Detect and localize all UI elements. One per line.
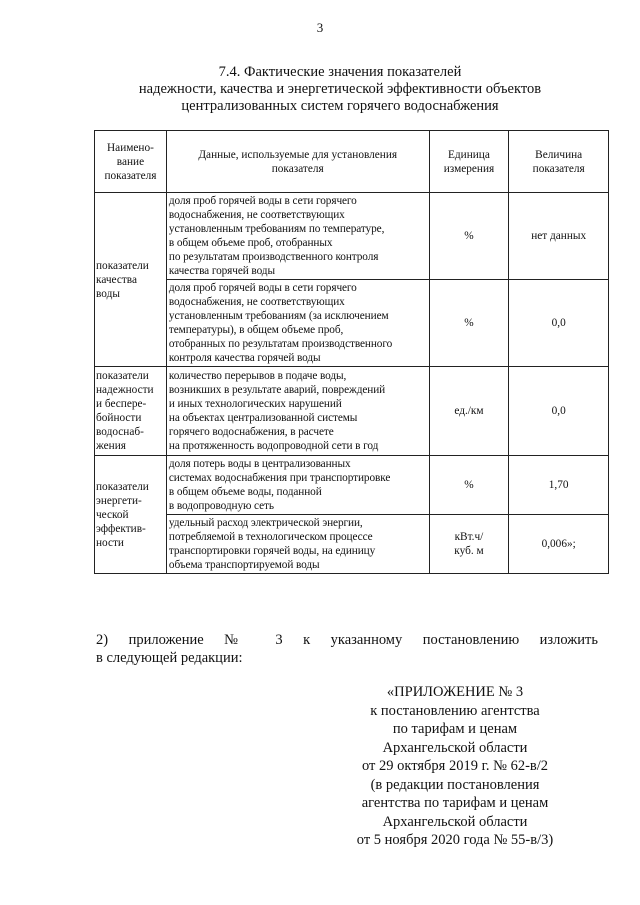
indicator-data [166,456,429,515]
title-line: централизованных систем горячего водоснабжения [181,98,499,114]
table-row [95,280,609,367]
table-row [95,193,609,280]
cell-line: удельный расход электрической энергии, [168,517,363,529]
indicator-unit [429,456,509,515]
appendix-line: Архангельской области [382,813,528,830]
indicator-data [166,515,429,574]
cell-line: на протяженность водопроводной сети в год [168,440,379,452]
cell-line: и иных технологических нарушений [168,398,342,410]
cell-line: количество перерывов в подаче воды, [168,370,347,382]
cell-line: % [464,479,474,491]
appendix-line: «ПРИЛОЖЕНИЕ № 3 [386,684,524,700]
appendix-header [340,683,570,850]
appendix-line: к постановлению агентства [370,702,540,719]
cell-line: в водопроводную сеть [168,500,274,512]
indicator-value: 0,006»; [509,515,609,574]
indicator-name [95,456,167,574]
indicator-unit [429,193,509,280]
cell-line: водоснабжения, не соответствующих [168,209,345,221]
indicator-value: 1,70 [509,456,609,515]
table-row [95,367,609,456]
appendix-line: агентства по тарифам и ценам [361,795,549,811]
cell-line: по результатам производственного контроля [168,251,379,263]
table-row [95,515,609,574]
table-row [95,456,609,515]
cell-line: и беспере- [96,398,147,410]
appendix-line: по тарифам и ценам [392,721,518,737]
page-number: 3 [316,20,324,35]
cell-line: ческой [96,508,129,521]
section-title [60,64,620,115]
header-value: Величина показателя [509,131,609,193]
cell-line: объема транспортируемой воды [168,559,320,571]
indicator-value: 0,0 [509,280,609,367]
cell-line: доля потерь воды в централизованных [168,458,351,470]
cell-line: качества [96,273,138,286]
appendix-line: (в редакции постановления [370,776,540,793]
cell-line: показатели [96,480,149,493]
cell-line: отобранных по результатам производственного [168,338,393,350]
indicator-unit [429,515,509,574]
cell-line: энергети- [96,494,142,507]
cell-line: системах водоснабжения при транспортировке [168,472,391,484]
paragraph-line: 2) приложение № 3 к указанному постановлению изложить [96,632,598,648]
body-paragraph [96,631,598,667]
cell-line: кВт.ч/ [454,531,484,543]
cell-line: возникших в результате аварий, повреждений [168,384,386,396]
header-name: Наимено- вание показателя [95,131,167,193]
indicator-data [166,280,429,367]
cell-line: показатели [96,370,149,382]
appendix-line: от 5 ноября 2020 года № 55-в/3) [356,832,554,848]
cell-line: установленным требованиям (за исключением [168,310,389,322]
indicator-name [95,193,167,367]
appendix-line: от 29 октября 2019 г. № 62-в/2 [361,758,549,774]
cell-line: на объектах централизованной системы [168,412,358,424]
cell-line: транспортировки горячей воды, на единицу [168,545,376,557]
cell-line: воды [96,287,120,300]
cell-line: доля проб горячей воды в сети горячего [168,195,357,207]
cell-line: в общем объеме проб, отобранных [168,237,333,249]
cell-line: контроля качества горячей воды [168,352,321,364]
indicator-unit [429,367,509,456]
cell-line: эффектив- [96,522,146,535]
paragraph-line: в следующей редакции: [96,650,243,666]
header-unit: Единица измерения [429,131,509,193]
cell-line: куб. м [454,545,484,557]
cell-line: % [464,230,474,242]
title-line: 7.4. Фактические значения показателей [218,64,462,80]
cell-line: ности [96,536,124,549]
cell-line: в общем объеме воды, поданной [168,486,322,498]
cell-line: надежности [96,384,154,396]
indicators-table [94,130,609,574]
cell-line: % [464,317,474,329]
cell-line: водоснаб- [96,426,144,438]
cell-line: установленным требованиям по температуре, [168,223,385,235]
indicator-value: нет данных [509,193,609,280]
indicator-data [166,193,429,280]
cell-line: горячего водоснабжения, в расчете [168,426,334,438]
header-data: Данные, используемые для установления показателя [166,131,429,193]
cell-line: качества горячей воды [168,265,275,277]
cell-line: температуры), в общем объеме проб, [168,324,344,336]
cell-line: ед./км [454,405,484,417]
indicator-unit [429,280,509,367]
cell-line: водоснабжения, не соответствующих [168,296,345,308]
indicator-data [166,367,429,456]
indicator-value: 0,0 [509,367,609,456]
cell-line: потребляемой в технологическом процессе [168,531,373,543]
cell-line: жения [96,440,126,452]
table-header-row [95,131,609,193]
cell-line: доля проб горячей воды в сети горячего [168,282,357,294]
cell-line: показатели [96,259,149,272]
indicator-name [95,367,167,456]
title-line: надежности, качества и энергетической эффективности объектов [138,81,542,97]
cell-line: бойности [96,412,142,424]
appendix-line: Архангельской области [382,739,528,756]
